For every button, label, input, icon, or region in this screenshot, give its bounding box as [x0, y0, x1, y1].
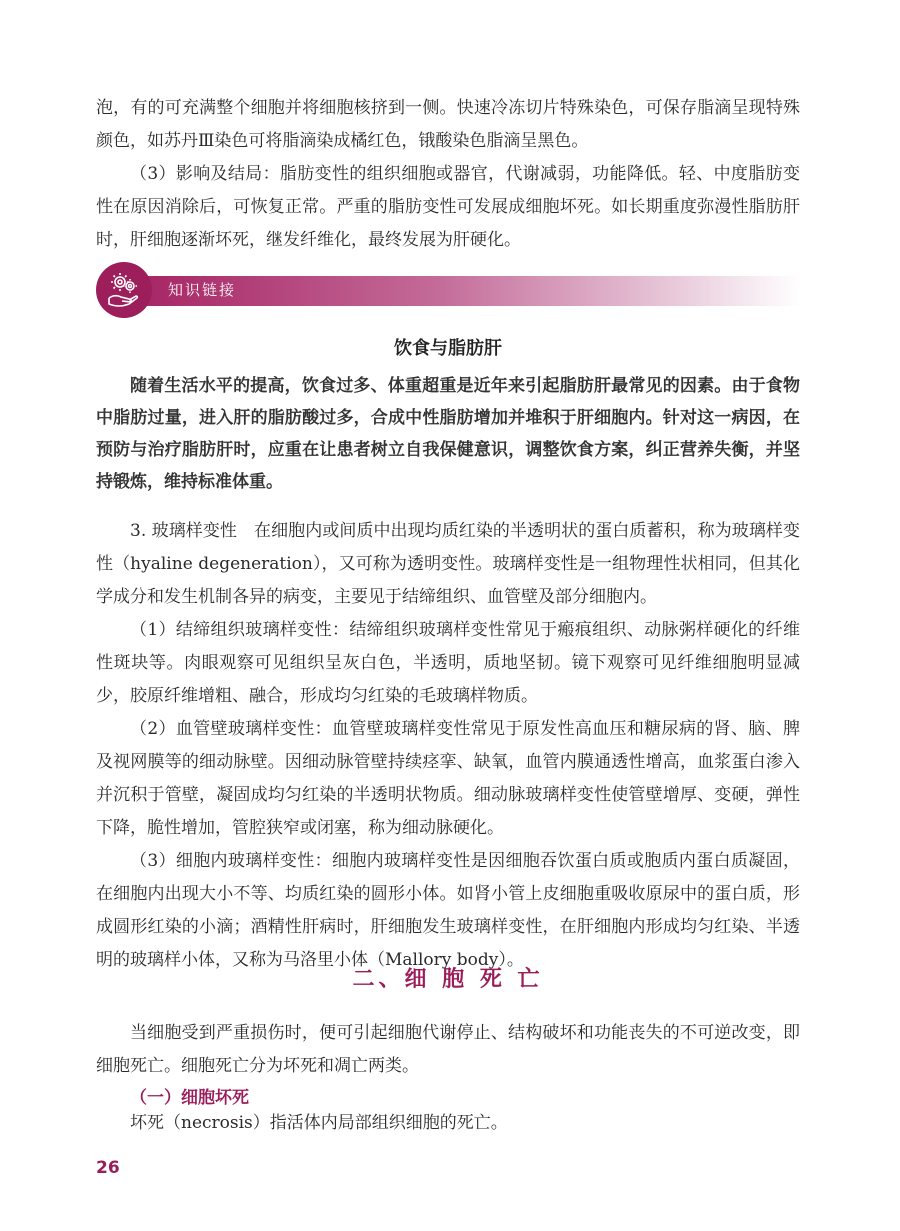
knowledge-link-label: 知识链接: [168, 281, 237, 299]
paragraph-lipid: 泡，有的可充满整个细胞并将细胞核挤到一侧。快速冷冻切片特殊染色，可保存脂滴呈现特殊颜色，如苏丹Ⅲ染色可将脂滴染成橘红色，锇酸染色脂滴呈黑色。: [96, 98, 800, 151]
knowledge-link-title: 饮食与脂肪肝: [394, 338, 502, 359]
paragraph-connective: （1）结缔组织玻璃样变性：结缔组织玻璃样变性常见于瘢痕组织、动脉粥样硬化的纤维性斑块等。肉眼观察可见组织呈灰白色，半透明，质地坚韧。镜下观察可见纤维细胞明显减少，胶原纤维增粗、融合，形成均匀红染的毛玻璃样物质。: [96, 620, 800, 706]
paragraph-hyaline-intro: 3. 玻璃样变性 在细胞内或间质中出现均质红染的半透明状的蛋白质蓄积，称为玻璃样变性（hyaline degeneration），又可称为透明变性。玻璃样变性是一组物理性状相同，但其化学成分和发生机制各异的病变，主要见于结缔组织、血管壁及部分细胞内。: [96, 521, 800, 607]
paragraph-intracellular: （3）细胞内玻璃样变性：细胞内玻璃样变性是因细胞吞饮蛋白质或胞质内蛋白质凝固，在细胞内出现大小不等、均质红染的圆形小体。如肾小管上皮细胞重吸收原尿中的蛋白质，形成圆形红染的小滴；酒精性肝病时，肝细胞发生玻璃样变性，在肝细胞内形成均匀红染、半透明的玻璃样小体，又称为马洛里小体（Mallory body）。: [96, 851, 800, 970]
page-number: 26: [96, 1158, 120, 1178]
paragraph-necrosis: 坏死（necrosis）指活体内局部组织细胞的死亡。: [130, 1113, 508, 1133]
knowledge-link-body: [96, 370, 800, 498]
banner-badge: [96, 262, 152, 318]
paragraph-vascular: （2）血管壁玻璃样变性：血管壁玻璃样变性常见于原发性高血压和糖尿病的肾、脑、脾及视网膜等的细动脉壁。因细动脉管壁持续痉挛、缺氧，血管内膜通透性增高，血浆蛋白渗入并沉积于管壁，凝固成均匀红染的半透明状物质。细动脉玻璃样变性使管壁增厚、变硬，弹性下降，脆性增加，管腔狭窄或闭塞，称为细动脉硬化。: [96, 719, 800, 838]
top-text: [96, 92, 800, 257]
necrosis-block: [96, 1107, 800, 1140]
section-heading: 二、细 胞 死 亡: [352, 967, 544, 992]
paragraph-outcome: （3）影响及结局：脂肪变性的组织细胞或器官，代谢减弱，功能降低。轻、中度脂肪变性在原因消除后，可恢复正常。严重的脂肪变性可发展成细胞坏死。如长期重度弥漫性脂肪肝时，肝细胞逐渐坏死，继发纤维化，最终发展为肝硬化。: [96, 164, 800, 250]
gears-in-hand-icon: [96, 262, 152, 318]
death-intro-block: [96, 1017, 800, 1083]
sub-heading-necrosis: （一）细胞坏死: [130, 1088, 249, 1108]
knowledge-link-text: 随着生活水平的提高，饮食过多、体重超重是近年来引起脂肪肝最常见的因素。由于食物中脂肪过量，进入肝的脂肪酸过多，合成中性脂肪增加并堆积于肝细胞内。针对这一病因，在预防与治疗脂肪肝时，应重在让患者树立自我保健意识，调整饮食方案，纠正营养失衡，并坚持锻炼，维持标准体重。: [96, 376, 800, 492]
hyaline-section: [96, 515, 800, 977]
knowledge-link-banner: [96, 262, 800, 318]
paragraph-death-intro: 当细胞受到严重损伤时，便可引起细胞代谢停止、结构破坏和功能丧失的不可逆改变，即细胞死亡。细胞死亡分为坏死和凋亡两类。: [96, 1023, 800, 1076]
